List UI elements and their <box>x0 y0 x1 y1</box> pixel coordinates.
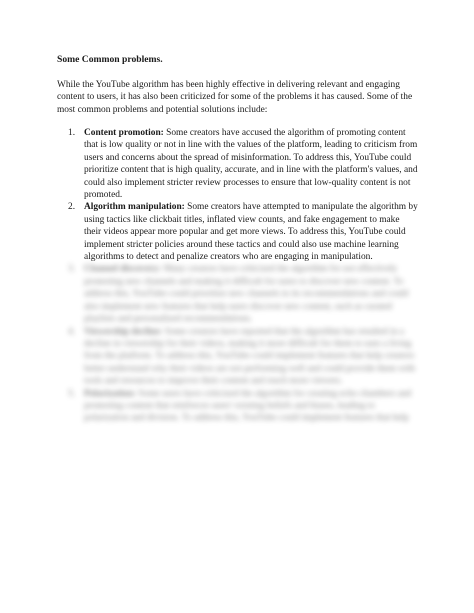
visible-region <box>0 0 474 262</box>
problems-list <box>57 127 419 262</box>
list-item-heading: Content promotion: <box>84 128 164 138</box>
list-item-heading: Viewership decline: <box>84 326 163 337</box>
list-item-body: Some creators have accused the algorithm of promoting content that is low quality or not in line with the values of the platform, leading to criticism from users and concerns about the spread of misinformation. To address this, YouTube could prioritize content that is high quality, accurate, and in line with the platform's values, and could also implement stricter review processes to ensure that low-quality content is not promoted. <box>84 128 418 201</box>
list-item <box>57 263 419 325</box>
list-item <box>57 326 419 388</box>
list-item-body: Some creators have attempted to manipulate the algorithm by using tactics like clickbait titles, inflated view counts, and fake engagement to make their videos appear more popular and get more views. To address this, YouTube could implement stricter policies around these tactics and could also use machine learning algorithms to detect and penalize creators who are engaging in manipulation. <box>84 202 418 262</box>
list-item-heading: Channel discovery: <box>84 264 162 275</box>
list-item-number: 3. <box>68 264 76 275</box>
list-item <box>57 388 419 422</box>
list-item-body: Many creators have criticized the algorithm for not effectively promoting new channels and making it difficult for users to discover new content. To address this, YouTube could prioritize new channels in its recommendations and could also implement new features that help users discover new content, such as curated playlists and personalized recommendations. <box>84 264 409 325</box>
list-item-body: Some creators have reported that the algorithm has resulted in a decline in viewership for their videos, making it more difficult for them to earn a living from the platform. To address this, YouTube could implement features that help creators better understand why their videos are not performing well and could provide them with tools and resources to improve their content and reach more viewers. <box>84 326 415 387</box>
document-title: Some Common problems. <box>57 54 163 65</box>
list-item-number: 4. <box>68 326 76 337</box>
list-item-body: Some users have criticized the algorithm for creating echo chambers and promoting content that reinforces users' existing beliefs and biases, leading to polarization and division. To address this, YouTube could implement features that help <box>84 388 412 422</box>
list-item <box>57 201 419 262</box>
intro-paragraph: While the YouTube algorithm has been highly effective in delivering relevant and engaging content to users, it has also been criticized for some of the problems it has caused. Some of the most common problems and potential solutions include: <box>57 80 413 115</box>
list-item-number: 5. <box>68 388 76 399</box>
problems-list-blurred <box>57 262 419 422</box>
blurred-preview-region <box>0 262 474 422</box>
list-item-number: 1. <box>68 128 76 138</box>
list-item-heading: Algorithm manipulation: <box>84 202 185 213</box>
list-item <box>57 127 419 201</box>
list-item-number: 2. <box>68 202 76 213</box>
list-item-heading: Polarization: <box>84 388 137 399</box>
